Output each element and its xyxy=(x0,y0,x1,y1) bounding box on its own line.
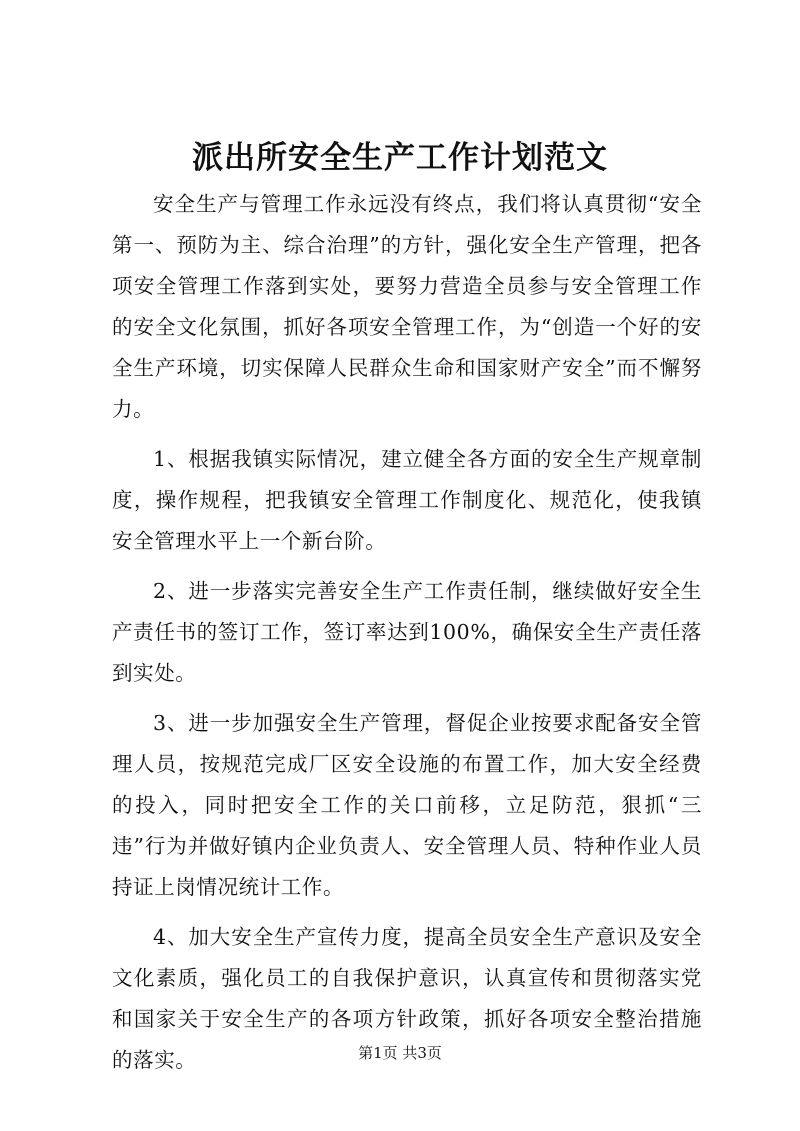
paragraph-item-4: 4、加大安全生产宣传力度，提高全员安全生产意识及安全文化素质，强化员工的自我保护意识，认真宣传和贯彻落实党和国家关于安全生产的各项方针政策，抓好各项安全整治措施的落实。 xyxy=(112,925,702,1072)
paragraph-intro: 安全生产与管理工作永远没有终点，我们将认真贯彻“安全第一、预防为主、综合治理”的方针，强化安全生产管理，把各项安全管理工作落到实处，要努力营造全员参与安全管理工作的安全文化氛围，抓好各项安全管理工作，为“创造一个好的安全生产环境，切实保障人民群众生命和国家财产安全”而不懈努力。 xyxy=(112,192,702,421)
paragraph-item-1: 1、根据我镇实际情况，建立健全各方面的安全生产规章制度，操作规程，把我镇安全管理工作制度化、规范化，使我镇安全管理水平上一个新台阶。 xyxy=(112,447,702,553)
page-number-footer: 第1页 共3页 xyxy=(358,1044,442,1062)
paragraph-item-2: 2、进一步落实完善安全生产工作责任制，继续做好安全生产责任书的签订工作，签订率达到100%，确保安全生产责任落到实处。 xyxy=(112,579,702,685)
document-body xyxy=(112,184,702,1090)
document-title: 派出所安全生产工作计划范文 xyxy=(192,140,608,176)
paragraph-item-3: 3、进一步加强安全生产管理，督促企业按要求配备安全管理人员，按规范完成厂区安全设施的布置工作，加大安全经费的投入，同时把安全工作的关口前移，立足防范，狠抓“三违”行为并做好镇内企业负责人、安全管理人员、特种作业人员持证上岗情况统计工作。 xyxy=(112,711,702,899)
